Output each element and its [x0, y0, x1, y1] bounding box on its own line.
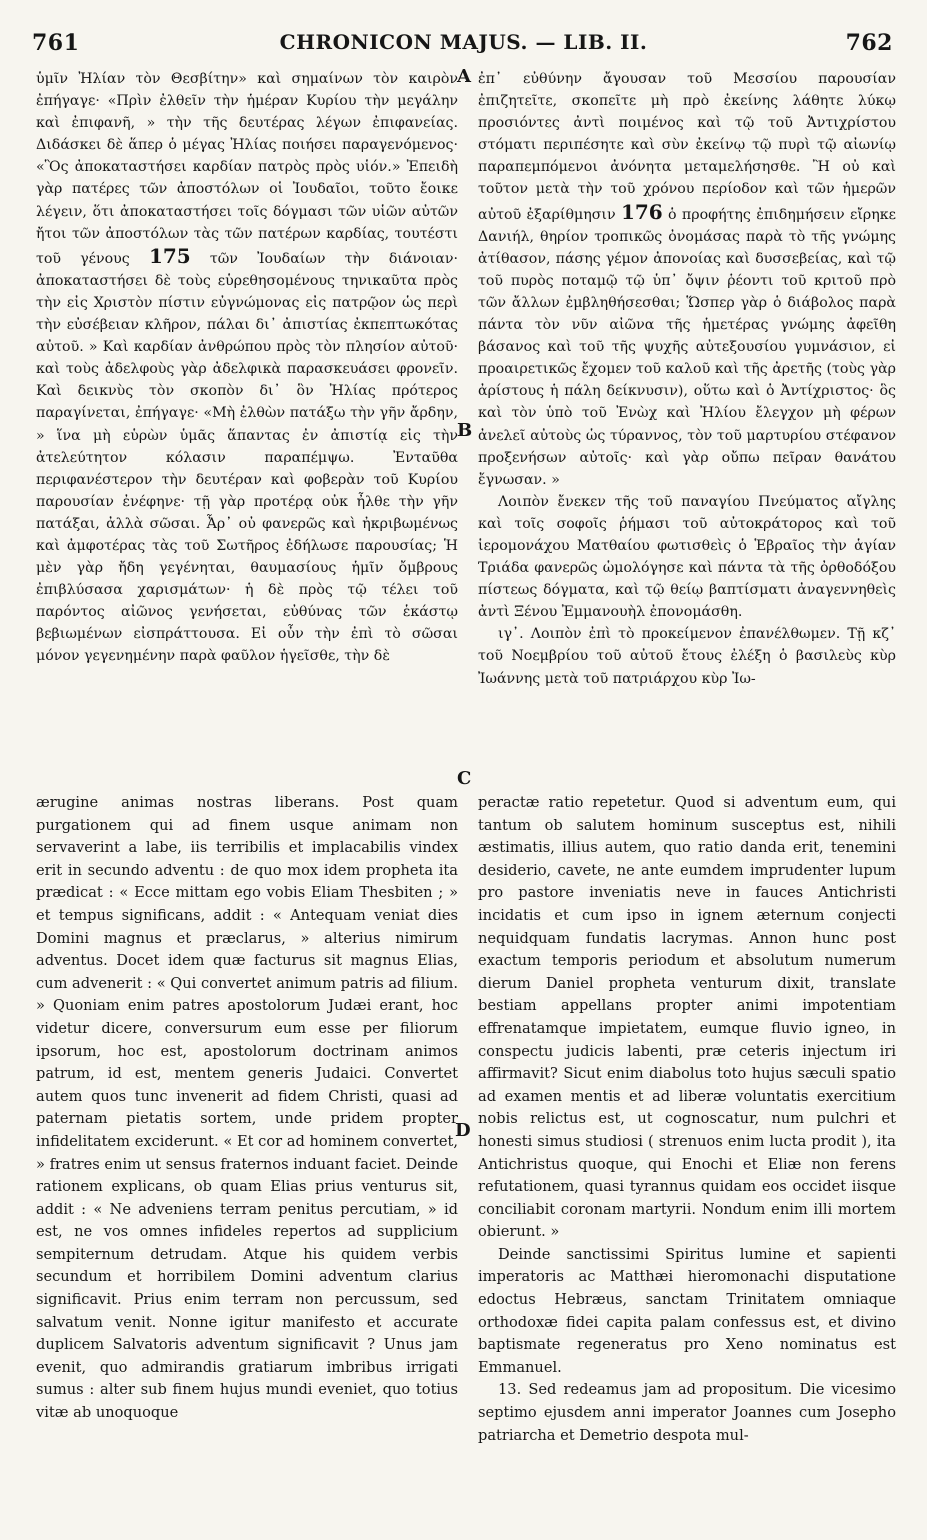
latin-right-paragraph-3: 13. Sed redeamus jam ad propositum. Die vicesimo septimo ejusdem anni imperator Joannes cum Josepho patriarcha et Demetrio despota mul-: [478, 1381, 896, 1444]
greek-left-text-a: ὑμῖν Ἠλίαν τὸν Θεσβίτην» καὶ σημαίνων τὸν καιρὸν ἐπήγαγε· «Πρὶν ἐλθεῖν τὴν ἡμέραν Κυρίου τὴν μεγάλην καὶ ἐπιφανῆ, » τὴν τῆς δευτέρας λέγων ἐπιφανείας. Διδάσκει δὲ ἅπερ ὁ μέγας Ἠλίας ποιήσει παραγενόμενος· «Ὃς ἀποκαταστήσει καρδίαν πατρὸς πρὸς υἱόν.» Ἐπειδὴ γὰρ πατέρες τῶν ἀποστόλων οἱ Ἰουδαῖοι, τοῦτο ἔοικε λέγειν, ὅτι ἀποκαταστήσει τοῖς δόγμασι τῶν υἱῶν αὐτῶν ἤτοι τῶν ἀποστόλων τὰς τῶν πατέρων καρδίας, τουτέστι τοῦ γένους: [36, 71, 458, 267]
latin-column-left: [36, 792, 458, 1520]
greek-right-text-a: ἐπ᾽ εὐθύνην ἄγουσαν τοῦ Μεσσίου παρουσίαν ἐπιζητεῖτε, σκοπεῖτε μὴ πρὸ ἐκείνης λάθητε λύκῳ προσιόντες ἀντὶ ποιμένος καὶ τῷ τοῦ Ἀντιχρίστου στόματι περιπέσητε καὶ σὺν ἐκείνῳ τῷ πυρὶ τῷ αἰωνίῳ παραπεμπόμενοι ἀνόνητα μεταμελήσησθε. Ἢ οὐ καὶ τοῦτον μετὰ τὴν τοῦ χρόνου περίοδον καὶ τῶν ἡμερῶν αὐτοῦ ἐξαρίθμησιν: [478, 71, 896, 223]
greek-column-right: [478, 68, 896, 780]
latin-right-paragraph-2: Deinde sanctissimi Spiritus lumine et sapienti imperatoris ac Matthæi hieromonachi disputatione edoctus Hebræus, sanctam Trinitatem omniaque orthodoxæ fidei capita palam confessus est, et divino baptismate regeneratus pro Xeno nominatus est Emmanuel.: [478, 1245, 896, 1376]
greek-right-text-b: ὁ προφήτης ἐπιδημήσειν εἴρηκε Δανιήλ, θηρίον τροπικῶς ὀνομάσας παρὰ τὸ τῆς γνώμης ἀτίθασον, πάσης γέμον ἀπονοίας καὶ δυσσεβείας, καὶ τῷ τοῦ πυρὸς ποταμῷ τῷ ὑπ᾽ ὄψιν ῥέοντι τοῦ κριτοῦ πρὸ τῶν ἄλλων ἐμβληθήσεσθαι; Ὥσπερ γὰρ ὁ διάβολος παρὰ πάντα τὸν νῦν αἰῶνα τῆς ἡμετέρας γνώμης ἀφεῖθη βάσανος καὶ τοῦ τῆς ψυχῆς αὐτεξουσίου γυμνάσιον, εἰ προαιρετικῶς ἔχομεν τοῦ καλοῦ καὶ τῆς ἀρετῆς (τοὺς γὰρ ἀρίστους ἡ πάλη δείκνυσιν), οὕτω καὶ ὁ Ἀντίχριστος· ὃς καὶ τὸν ὑπὸ τοῦ Ἐνὼχ καὶ Ἠλίου ἔλεγχον μὴ φέρων ἀνελεῖ αὐτοὺς ὡς τύραννος, τὸν τοῦ μαρτυρίου στέφανον προξενήσων αὐτοῖς· καὶ γὰρ οὔπω πεῖραν θανάτου ἔγνωσαν. »: [478, 206, 896, 488]
page-number-right: 762: [845, 30, 893, 56]
latin-left-paragraph: ærugine animas nostras liberans. Post quam purgationem qui ad finem usque animam non servaverint a labe, iis terribilis et implacabilis vindex erit in secundo adventu : de quo mox idem propheta ita prædicat : « Ecce mittam ego vobis Eliam Thesbiten ; » et tempus significans, addit : « Antequam veniat dies Domini magnus et præclarus, » alterius nimirum adventus. Docet idem quæ facturus sit magnus Elias, cum advenerit : « Qui convertet animum patris ad filium. » Quoniam enim patres apostolorum Judæi erant, hoc videtur dicere, conversurum eum esse per filiorum ipsorum, hoc est, apostolorum doctrinam animos patrum, id est, mentem generis Judaici. Convertet autem quos tunc invenerit ad fidem Christi, quasi ad paternam pietatis sortem, unde pridem propter infidelitatem exciderunt. « Et cor ad hominem convertet, » fratres enim ut sensus fraternos induant faciet. Deinde rationem explicans, ob quam Elias prius venturus sit, addit : « Ne adveniens terram penitus percutiam, » id est, ne vos omnes infideles repertos ad supplicium sempiternum detrudam. Atque his quidem verbis secundum et horribilem Domini adventum clarius significavit. Prius enim terram non percussum, sed salvatum venit. Nonne igitur manifesto et accurate duplicem Salvatoris adventum significavit ? Unus jam evenit, quo admirandis gratiarum imbribus irrigati sumus : alter sub finem hujus mundi eveniet, quo totius vitæ ab unoquoque: [36, 794, 458, 1422]
latin-right-paragraph-1: peractæ ratio repetetur. Quod si adventum eum, qui tantum ob salutem hominum susceptus est, nihili æstimatis, illius autem, quo ratio danda erit, tenemini desiderio, cavete, ne ante eumdem imprudenter lupum pro pastore inveniatis neve in fauces Antichristi incidatis et cum ipso in ignem æternum conjecti nequidquam fundatis lacrymas. Annon hunc post exactum temporis periodum et absolutum numerum dierum Daniel propheta venturum dixit, translate bestiam appellans propter animi impotentiam effrenatamque impietatem, eumque fluvio igneo, in conspectu judicis labenti, præ ceteris injectum iri affirmavit? Sicut enim diabolus toto hujus sæculi spatio ad examen mentis et ad liberæ voluntatis exercitium nobis relictus est, ut cognoscatur, num pulchri et honesti simus studiosi ( strenuos enim lucta prodit ), ita Antichristus quoque, qui Enochi et Eliæ non ferens refutationem, quasi tyrannus quidam eos occidet iisque conciliabit coronam martyrii. Nondum enim illi mortem obierunt. »: [478, 794, 896, 1241]
latin-column-right: [478, 792, 896, 1520]
section-marker-d: D: [455, 1120, 471, 1141]
column-number-175: 175: [148, 243, 191, 268]
greek-column-left: [36, 68, 458, 780]
greek-left-paragraph: [36, 68, 458, 668]
greek-left-text-b: τῶν Ἰουδαίων τὴν διάνοιαν· ἀποκαταστήσει δὲ τοὺς εὑρεθησομένους τηνικαῦτα πρὸς τὴν εἰς Χριστὸν πίστιν εὐγνώμονας εἰς πατρῷον ὡς περὶ τὴν εὐσέβειαν κλῆρον, πάλαι δι᾽ ἀπιστίας ἐκπεπτωκότας αὐτοῦ. » Καὶ καρδίαν ἀνθρώπου πρὸς τὸν πλησίον αὐτοῦ· καὶ τοὺς ἀδελφοὺς γὰρ ἀδελφικὰ παρασκευάσει φρονεῖν. Καὶ δεικνὺς τὸν σκοπὸν δι᾽ ὃν Ἠλίας πρότερος παραγίνεται, ἐπήγαγε· «Μὴ ἐλθὼν πατάξω τὴν γῆν ἄρδην, » ἵνα μὴ εὑρὼν ὑμᾶς ἅπαντας ἐν ἀπιστίᾳ εἰς τὴν ἀτελεύτητον κόλασιν παραπέμψω. Ἐνταῦθα περιφανέστερον τὴν δευτέραν καὶ φοβερὰν τοῦ Κυρίου παρουσίαν ἐνέφηνε· τῇ γὰρ προτέρᾳ οὐκ ἦλθε τὴν γῆν πατάξαι, ἀλλὰ σῶσαι. Ἆρ᾽ οὐ φανερῶς καὶ ἠκριβωμένως καὶ ἀμφοτέρας τὰς τοῦ Σωτῆρος ἐδήλωσε παρουσίας; Ἡ μὲν γὰρ ἤδη γεγένηται, θαυμασίους ἡμῖν ὄμβρους ἐπιβλύσασα χαρισμάτων· ἡ δὲ πρὸς τῷ τέλει τοῦ παρόντος αἰῶνος γενήσεται, εὐθύνας τῶν ἑκάστῳ βεβιωμένων εἰσπράττουσα. Εἰ οὖν τὴν ἐπὶ τὸ σῶσαι μόνον γεγενημένην παρὰ φαῦλον ἡγεῖσθε, τὴν δὲ: [36, 250, 458, 665]
greek-right-paragraph-2: Λοιπὸν ἔνεκεν τῆς τοῦ παναγίου Πνεύματος αἴγλης καὶ τοῖς σοφοῖς ῥήμασι τοῦ αὐτοκράτορος καὶ τοῦ ἱερομονάχου Ματθαίου φωτισθεὶς ὁ Ἑβραῖος τὴν ἁγίαν Τριάδα φανερῶς ὡμολόγησε καὶ πάντα τὰ τῆς ὀρθοδόξου πίστεως δόγματα, καὶ τῷ θείῳ βαπτίσματι ἀναγεννηθεὶς ἀντὶ Ξένου Ἐμμανουὴλ ἐπονομάσθη.: [478, 493, 896, 621]
column-number-176: 176: [620, 199, 663, 224]
greek-right-paragraph-1: [478, 68, 896, 491]
section-marker-a: A: [457, 66, 471, 87]
greek-right-paragraph-3: ιγ᾽. Λοιπὸν ἐπὶ τὸ προκείμενον ἐπανέλθωμεν. Τῇ κζ᾽ τοῦ Νοεμβρίου τοῦ αὐτοῦ ἔτους ἐλέξη ὁ βασιλεὺς κὺρ Ἰωάννης μετὰ τοῦ πατριάρχου κὺρ Ἰω-: [478, 626, 896, 687]
running-title: CHRONICON MAJUS. — LIB. II.: [279, 30, 648, 54]
page-number-left: 761: [32, 30, 80, 56]
section-marker-c: C: [457, 768, 472, 789]
section-marker-b: B: [457, 420, 473, 441]
